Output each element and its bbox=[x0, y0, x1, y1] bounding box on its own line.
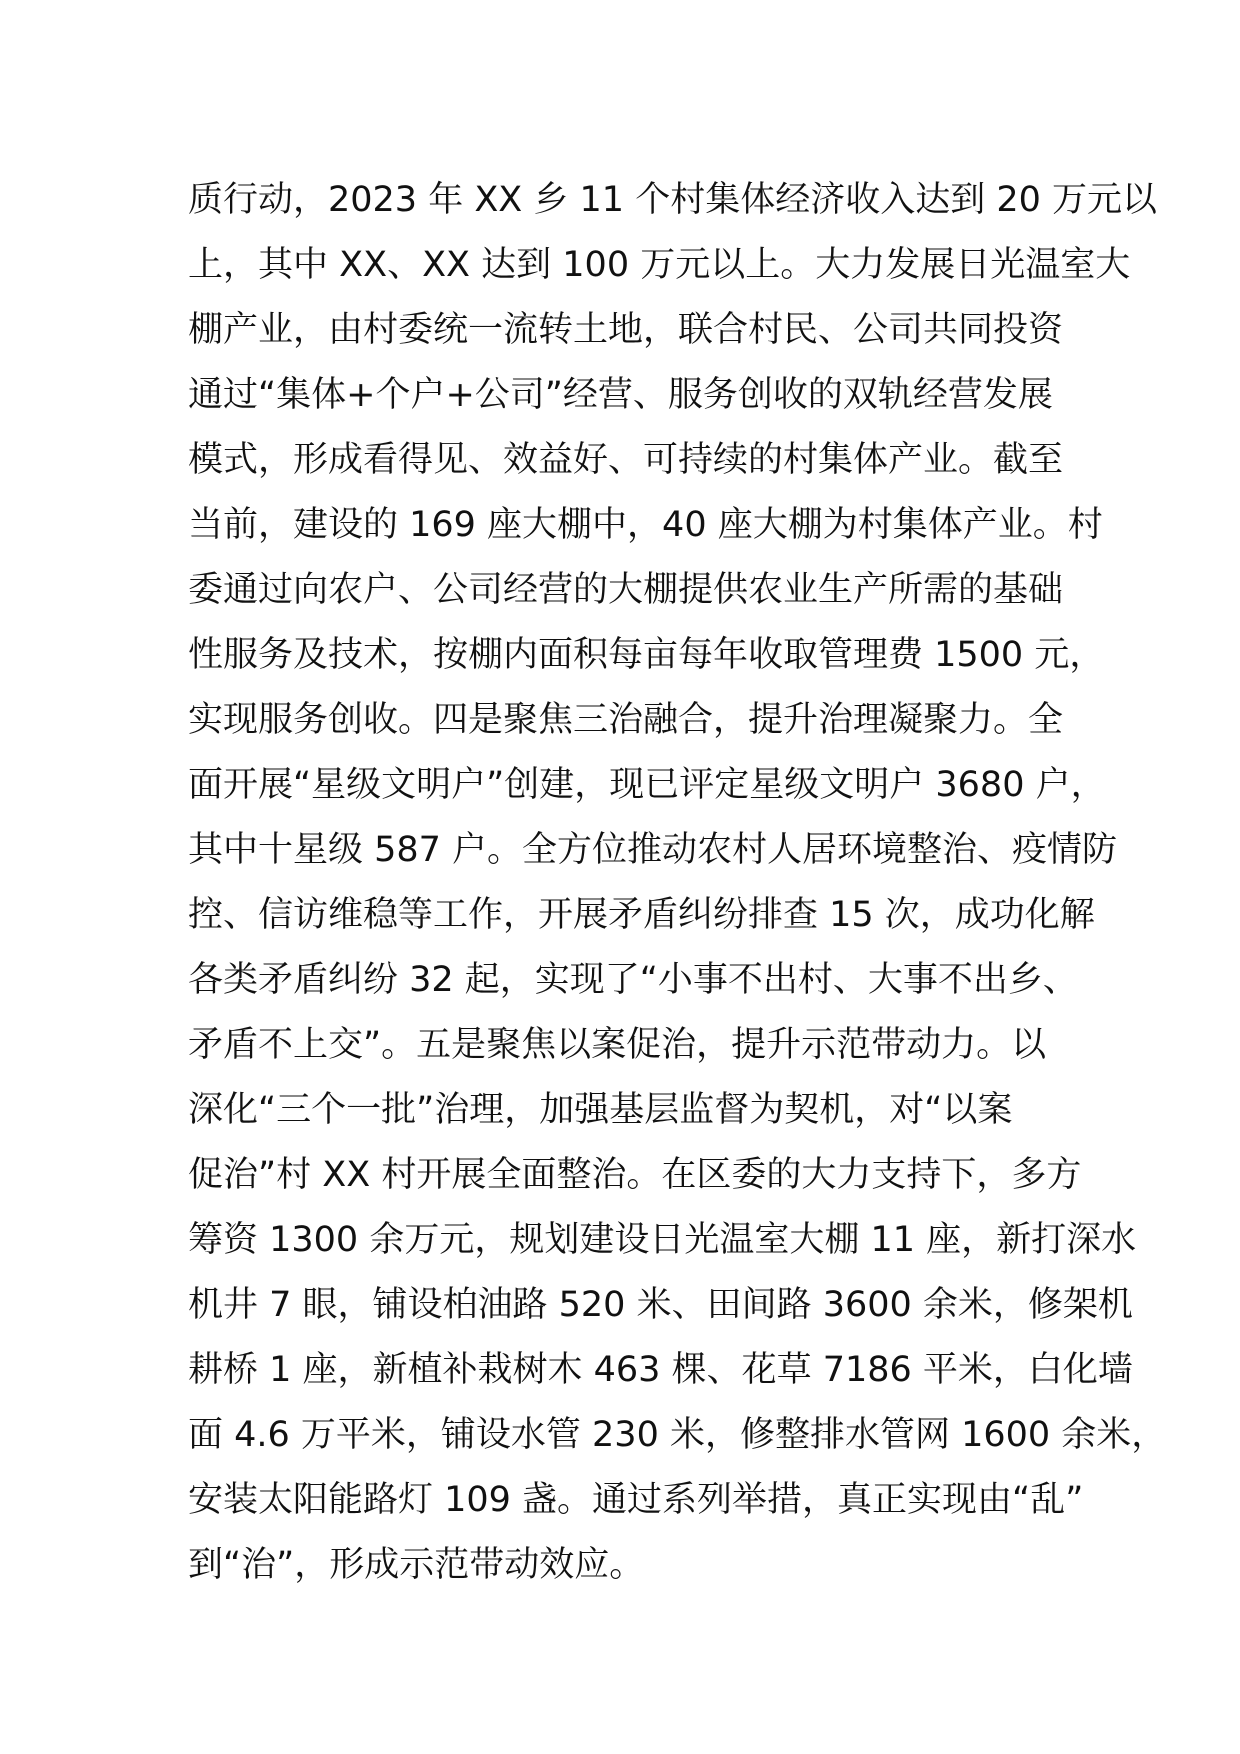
text-line-2: 上，其中 XX、XX 达到 100 万元以上。大力发展日光温室大 bbox=[188, 245, 1131, 285]
text-line-15: 深化“三个一批”治理，加强基层监督为契机，对“以案 bbox=[188, 1090, 1013, 1130]
text-line-21: 安装太阳能路灯 109 盏。通过系列举措，真正实现由“乱” bbox=[188, 1480, 1084, 1520]
text-line-19: 耕桥 1 座，新植补栽树木 463 棵、花草 7186 平米，白化墙 bbox=[188, 1350, 1133, 1390]
text-line-3: 棚产业，由村委统一流转土地，联合村民、公司共同投资 bbox=[188, 310, 1064, 350]
text-line-18: 机井 7 眼，铺设柏油路 520 米、田间路 3600 余米，修架机 bbox=[188, 1285, 1133, 1325]
body-paragraph bbox=[188, 168, 1167, 1598]
text-line-10: 面开展“星级文明户”创建，现已评定星级文明户 3680 户， bbox=[188, 765, 1106, 805]
text-line-9: 实现服务创收。四是聚焦三治融合，提升治理凝聚力。全 bbox=[188, 700, 1064, 740]
text-line-22: 到“治”，形成示范带动效应。 bbox=[188, 1545, 645, 1585]
text-line-14: 矛盾不上交”。五是聚焦以案促治，提升示范带动力。以 bbox=[188, 1025, 1047, 1065]
text-line-20: 面 4.6 万平米，铺设水管 230 米，修整排水管网 1600 余米， bbox=[188, 1415, 1167, 1455]
text-line-12: 控、信访维稳等工作，开展矛盾纠纷排查 15 次，成功化解 bbox=[188, 895, 1095, 935]
text-line-4: 通过“集体+个户+公司”经营、服务创收的双轨经营发展 bbox=[188, 375, 1053, 415]
text-line-7: 委通过向农户、公司经营的大棚提供农业生产所需的基础 bbox=[188, 570, 1064, 610]
text-line-6: 当前，建设的 169 座大棚中，40 座大棚为村集体产业。村 bbox=[188, 505, 1103, 545]
text-line-16: 促治”村 XX 村开展全面整治。在区委的大力支持下，多方 bbox=[188, 1155, 1082, 1195]
text-line-1: 质行动，2023 年 XX 乡 11 个村集体经济收入达到 20 万元以 bbox=[188, 180, 1157, 220]
text-line-11: 其中十星级 587 户。全方位推动农村人居环境整治、疫情防 bbox=[188, 830, 1118, 870]
text-line-13: 各类矛盾纠纷 32 起，实现了“小事不出村、大事不出乡、 bbox=[188, 960, 1078, 1000]
text-line-5: 模式，形成看得见、效益好、可持续的村集体产业。截至 bbox=[188, 440, 1064, 480]
text-line-17: 筹资 1300 余万元，规划建设日光温室大棚 11 座，新打深水 bbox=[188, 1220, 1137, 1260]
text-line-8: 性服务及技术，按棚内面积每亩每年收取管理费 1500 元， bbox=[188, 635, 1105, 675]
